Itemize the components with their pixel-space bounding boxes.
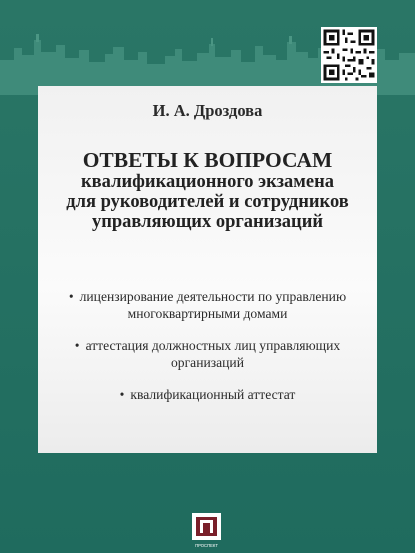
topic-item: [38, 386, 377, 403]
bullet-dot: •: [74, 338, 80, 353]
publisher-label: ПРОСПЕКТ: [195, 543, 218, 548]
title-line-1: ОТВЕТЫ К ВОПРОСАМ: [82, 148, 333, 172]
book-title: [38, 149, 377, 232]
qr-code-icon: [321, 27, 377, 83]
topic-item-line-2: многоквартирными домами: [127, 306, 288, 321]
topic-item: [38, 288, 377, 322]
title-line-4: управляющих организаций: [91, 212, 324, 232]
publisher-logo-icon: [186, 513, 227, 550]
topic-item-line-2: организаций: [171, 355, 244, 370]
cover-panel: [38, 86, 377, 453]
topic-item-line-1: аттестация должностных лиц управляющих: [85, 338, 341, 353]
topic-item: [38, 337, 377, 371]
title-line-3: для руководителей и сотрудников: [66, 192, 349, 212]
author-name: И. А. Дроздова: [152, 101, 263, 120]
topic-item-line-1: лицензирование деятельности по управлению: [79, 289, 347, 304]
bullet-dot: •: [68, 289, 74, 304]
bullet-dot: •: [119, 387, 125, 402]
topic-item-line-1: квалификационный аттестат: [130, 387, 296, 402]
topic-list: [38, 288, 377, 418]
title-line-2: квалификационного экзамена: [81, 172, 334, 192]
